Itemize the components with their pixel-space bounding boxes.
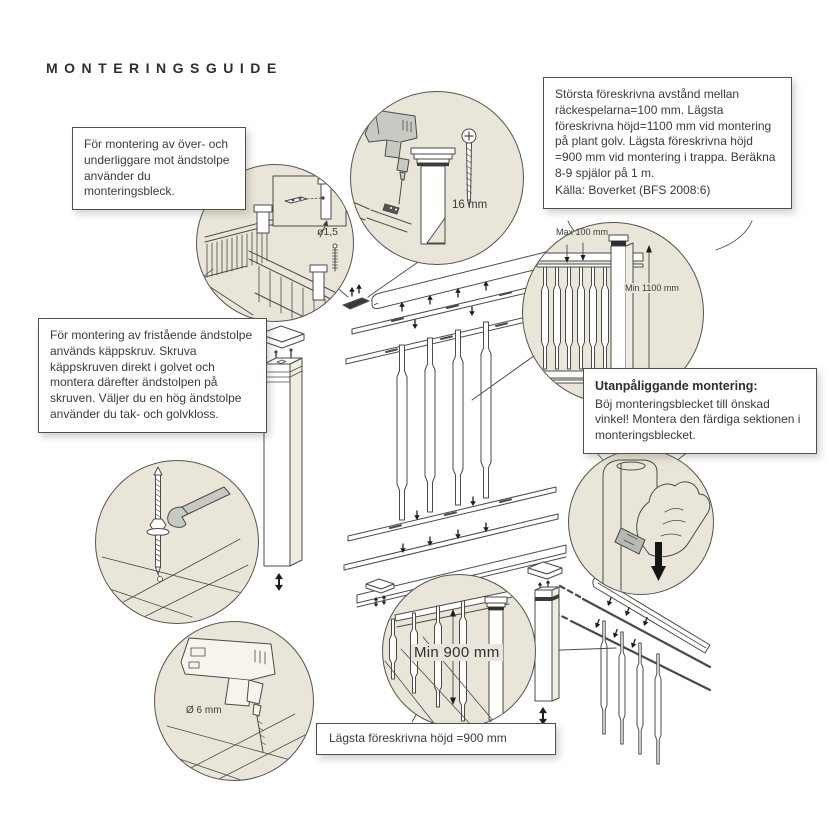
callout-bracket-mounting [72,127,246,210]
max-spacing-label: Max 100 mm [556,227,609,237]
illustration-drill-floor [154,621,314,781]
screw-icon [462,129,476,206]
illustration-kappskruv-wrench [95,460,259,624]
callout-text: För montering av över- och underliggare mot ändstolpe använder du monteringsbleck. [84,137,230,199]
page-title: MONTERINGSGUIDE [46,60,283,76]
callout-text: För montering av fristående ändstolpe används käppskruv. Skruva käppskruven direkt i golvet och montera därefter ändstolpen på skruven. Väljer du en hög ändstolpe använder du tak- och golvkloss. [50,328,253,422]
wrench-icon [168,487,230,527]
kappskruv-icon [147,467,169,578]
bracket-detail-inset [273,176,346,226]
stair-balusters [601,621,661,764]
callout-surface-mounting [583,368,817,454]
callout-text: Lägsta föreskrivna höjd =900 mm [329,731,507,745]
min-height-label: Min 1100 mm [625,283,679,293]
corner-post [609,235,633,385]
callout-text: Böj monteringsblecket till önskad vinkel! Montera den färdiga sektionen i monteringsblecket. [595,396,801,443]
small-screw-icon [333,244,338,271]
screw-length-label: 16 mm [452,199,488,211]
callout-building-rules [543,77,792,209]
illustration-drill-bracket [350,91,524,265]
balusters [397,322,491,520]
callout-text: Största föreskrivna avstånd mellan räckespelarna=100 mm. Lägsta föreskrivna höjd=1100 mm vid montering på plant golv. Lägsta föreskrivna höjd =900 mm vid montering i trappa. Beräkna 8-9 spjälor på 1 m. [555,87,776,181]
stair-min-height-label: Min 900 mm [411,644,503,661]
callout-stair-min-height [316,723,556,755]
post-with-cap [411,148,455,244]
min-height-arrow [646,245,652,385]
callout-heading: Utanpåliggande montering: [595,379,758,393]
drill-diameter-label: Ø 6 mm [186,705,222,716]
floor-marking-lines [159,714,307,780]
drill-bit-icon [257,716,266,752]
rail-with-bracket [351,202,411,232]
callout-source: Källa: Boverket (BFS 2008:6) [555,182,711,197]
stair-railing [201,251,345,321]
pilot-hole-label: ø1,5 [317,226,339,238]
hand-icon [637,482,710,557]
callout-freestanding-post [38,318,267,433]
illustration-bend-bracket [568,449,714,595]
assembly-arrows [399,281,489,553]
floor-marking-lines [98,539,250,619]
drill-driver-icon [365,110,417,204]
